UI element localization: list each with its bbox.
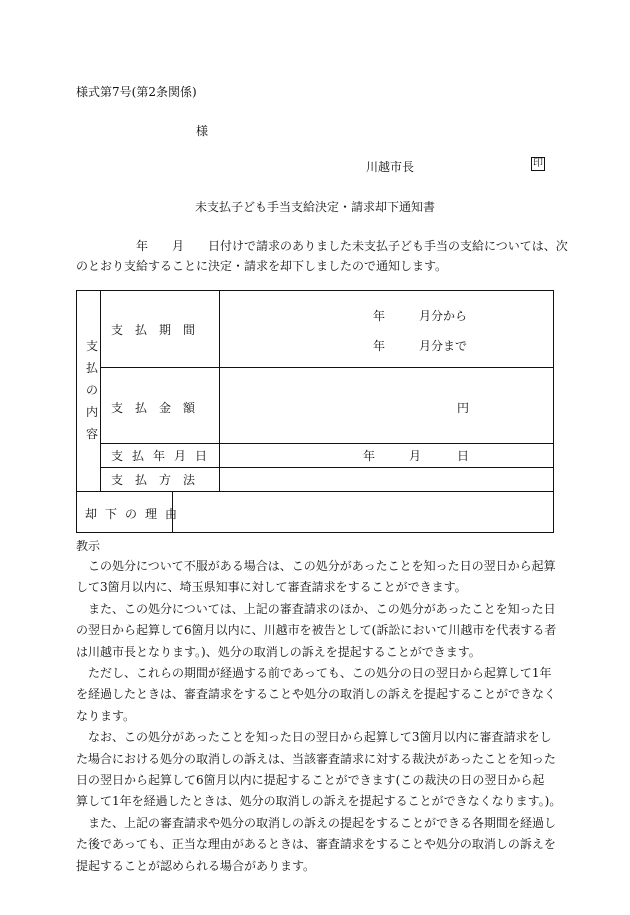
rejection-reason-label: 却下の理由: [85, 507, 186, 521]
date-day: 日: [457, 449, 470, 463]
period-from-year: 年: [373, 309, 386, 323]
date-year: 年: [363, 449, 376, 463]
intro-month: 月: [172, 239, 185, 253]
instruction-line: 日の翌日から起算して6箇月以内に提起することができます(この裁決の日の翌日から起: [76, 773, 545, 788]
payment-method-label: 支 払 方 法: [111, 473, 196, 487]
instruction-line: なお、この処分があったことを知った日の翌日から起算して3箇月以内に審査請求をし: [76, 730, 552, 745]
instruction-line: の翌日から起算して6箇月以内に、川越市を被告として(訴訟において川越市を代表する者: [76, 623, 557, 638]
intro-paragraph: [76, 236, 566, 276]
payment-table: [76, 290, 554, 533]
period-from-month: 月分から: [419, 309, 468, 323]
instruction-line: を経過したときは、審査請求をすることや処分の取消しの訴えを提起することができなく: [76, 687, 557, 702]
payment-date-label: 支払年月日: [111, 449, 217, 463]
instruction-line: この処分について不服がある場合は、この処分があったことを知った日の翌日から起算: [76, 559, 556, 573]
amount-unit: 円: [457, 401, 470, 415]
instruction-line: 提起することが認められる場合があります。: [76, 858, 316, 873]
instruction-line: また、この処分については、上記の審査請求のほか、この処分があったことを知った日: [76, 601, 556, 616]
instruction-line: 算して1年を経過したときは、処分の取消しの訴えを提起することができなくなります。)。: [76, 794, 562, 809]
intro-line2: のとおり支給することに決定・請求を却下しましたので通知します。: [76, 259, 448, 273]
form-number: 様式第7号(第2条関係): [76, 85, 197, 99]
period-label: 支 払 期 間: [111, 323, 196, 337]
instruction-line: た後であっても、正当な理由があるときは、審査請求をすることや処分の取消しの訴えを: [76, 837, 556, 852]
instruction-body: [76, 556, 562, 877]
recipient-honorific: 様: [196, 124, 209, 138]
issuer-name: 川越市長: [366, 160, 415, 174]
instruction-line: なります。: [76, 708, 136, 723]
instruction-line: は川越市長となります。)、処分の取消しの訴えを提起することができます。: [76, 644, 481, 659]
instruction-line: ただし、これらの期間が経過する前であっても、この処分の日の翌日から起算して1年: [76, 666, 552, 681]
instruction-line: また、上記の審査請求や処分の取消しの訴えの提起をすることができる各期間を経過し: [76, 815, 557, 830]
period-to-year: 年: [373, 339, 386, 353]
date-month: 月: [409, 449, 422, 463]
period-to-month: 月分まで: [419, 339, 468, 353]
instruction-heading: 教示: [76, 539, 101, 553]
intro-line1: 日付けで請求のありました未支払子ども手当の支給については、次: [208, 239, 568, 253]
amount-label: 支 払 金 額: [111, 401, 196, 415]
instruction-line: して3箇月以内に、埼玉県知事に対して審査請求をすることができます。: [76, 580, 467, 595]
document-title: 未支払子ども手当支給決定・請求却下通知書: [194, 200, 435, 214]
seal-mark: 印: [533, 158, 543, 169]
instruction-line: た場合における処分の取消しの訴えは、当該審査請求に対する裁決があったことを知った: [76, 751, 556, 766]
intro-year: 年: [136, 239, 149, 253]
payment-content-group-label: 支 払 の 内 容: [85, 339, 98, 441]
